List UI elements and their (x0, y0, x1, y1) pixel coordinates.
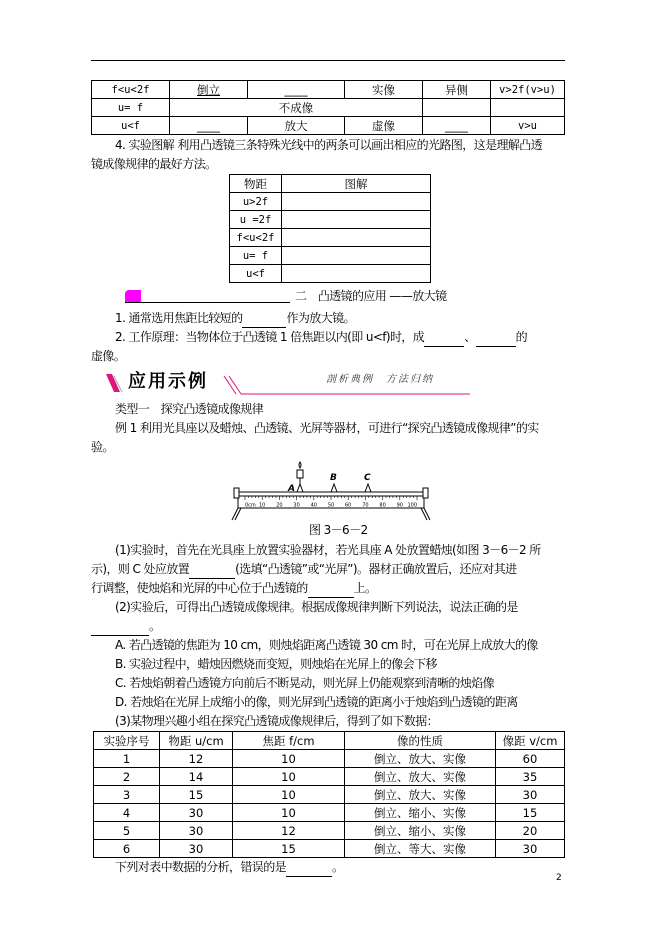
option-a: A. 若凸透镜的焦距为 10 cm，则烛焰距离凸透镜 30 cm 时，可在光屏上成放大的像 (115, 638, 538, 652)
diagram-table (229, 174, 431, 283)
type-label: 类型一 探究凸透镜成像规律 (115, 402, 264, 416)
table-cell: 60 (496, 750, 565, 768)
table-cell: f<u<2f (230, 229, 282, 247)
section-rule (125, 302, 290, 303)
scale-tick-label: 30 (293, 502, 300, 509)
table-cell: 1 (94, 750, 160, 768)
table-cell: 倒立、放大、实像 (345, 786, 496, 804)
q2-line: (2)实验后，可得出凸透镜成像规律。根据成像规律判断下列说法，说法正确的是 (115, 600, 518, 614)
table-cell: 12 (160, 750, 233, 768)
text: 2. 工作原理：当物体位于凸透镜 1 倍焦距以内(即 u<f)时，成 (115, 330, 425, 344)
table-cell: 倒立、放大、实像 (345, 750, 496, 768)
intro-line: 例 1 利用光具座以及蜡烛、凸透镜、光屏等器材，可进行“探究凸透镜成像规律”的实 (115, 421, 539, 435)
banner-title: 应用示例 (128, 371, 208, 392)
table-header-row (94, 732, 565, 750)
q3-question (91, 858, 571, 877)
scale-tick-label: 40 (310, 502, 317, 509)
q2-line (91, 617, 571, 636)
table-cell: u= f (92, 99, 170, 117)
answer-blank[interactable] (286, 862, 332, 877)
table-cell: 5 (94, 822, 160, 840)
option-b: B. 实验过程中，蜡烛因燃烧而变短，则烛焰在光屏上的像会下移 (115, 657, 437, 671)
section-title: 二 凸透镜的应用 ——放大镜 (295, 289, 447, 303)
scale-tick-label: 70 (362, 502, 369, 509)
table-row (94, 822, 565, 840)
item4-paragraph (91, 136, 571, 174)
table-cell (282, 247, 431, 265)
page-body (91, 136, 571, 877)
table-cell: 30 (160, 804, 233, 822)
example-intro (91, 400, 571, 457)
header-rule (91, 60, 565, 61)
table-cell (423, 99, 491, 117)
table-header: 像距 v/cm (496, 732, 565, 750)
holder-b-icon (331, 484, 337, 492)
table-row (92, 81, 565, 99)
table-row (94, 768, 565, 786)
text: 示)，则 C 处应放置 (91, 562, 190, 576)
table-cell (282, 211, 431, 229)
table-header: 物距 (230, 175, 282, 193)
answer-blank[interactable] (189, 564, 235, 579)
table-header: 像的性质 (345, 732, 496, 750)
section2-body (91, 309, 571, 366)
table-cell: 15 (496, 804, 565, 822)
table-row (230, 229, 431, 247)
table-cell: 实像 (345, 81, 423, 99)
table-cell: 14 (160, 768, 233, 786)
table-cell: ____ (423, 117, 491, 135)
section-marker-icon (125, 290, 141, 302)
table-cell: 30 (496, 786, 565, 804)
section2-heading (91, 287, 571, 309)
q3-intro: (3)某物理兴趣小组在探究凸透镜成像规律后，得到了如下数据： (115, 714, 439, 728)
scale-tick-label: 20 (276, 502, 283, 509)
label-a: A (288, 484, 295, 494)
table-cell: 30 (160, 822, 233, 840)
table-row (92, 117, 565, 135)
table-cell: 35 (496, 768, 565, 786)
text: 。 (332, 860, 344, 874)
scale-tick-label: 10 (259, 502, 266, 509)
table-cell: ____ (170, 117, 248, 135)
table-cell (491, 99, 565, 117)
question-3 (91, 712, 571, 731)
q1-line (91, 560, 571, 579)
table-cell: 10 (233, 750, 345, 768)
table-cell: 15 (160, 786, 233, 804)
text: 上。 (353, 581, 377, 595)
table-cell: u =2f (230, 211, 282, 229)
text: (选填“凸透镜”或“光屏”)。器材正确放置后，还应对其进 (235, 562, 517, 576)
figure-caption: 图 3－6－2 (309, 523, 368, 537)
table-cell: u<f (92, 117, 170, 135)
application-banner (104, 370, 571, 398)
answer-blank[interactable] (91, 621, 149, 636)
table-cell: 30 (160, 840, 233, 858)
table-row (94, 840, 565, 858)
table-cell: ____ (248, 81, 345, 99)
table-header: 物距 u/cm (160, 732, 233, 750)
item4-line: 4. 实验图解 利用凸透镜三条特殊光线中的两条可以画出相应的光路图，这是理解凸透 (115, 138, 543, 152)
text: 下列对表中数据的分析，错误的是 (115, 860, 287, 874)
table-cell: u<f (230, 265, 282, 283)
table-row (230, 211, 431, 229)
table-row (230, 247, 431, 265)
text: 作为放大镜。 (286, 311, 355, 325)
table-cell: 30 (496, 840, 565, 858)
text: 的 (515, 330, 528, 344)
scale-tick-label: 90 (396, 502, 403, 509)
page-number: 2 (556, 873, 562, 883)
intro-line: 验。 (91, 440, 114, 454)
scale-tick-label: 0cm (245, 502, 256, 509)
item4-line: 镜成像规律的最好方法。 (91, 157, 217, 171)
text: 1. 通常选用焦距比较短的 (115, 311, 243, 325)
section2-item1 (91, 309, 571, 328)
table-cell: 放大 (248, 117, 345, 135)
table-cell: 倒立、等大、实像 (345, 840, 496, 858)
table-cell: 20 (496, 822, 565, 840)
table-cell: 异侧 (423, 81, 491, 99)
q1-line (91, 579, 571, 598)
table-row (94, 804, 565, 822)
table-cell: 6 (94, 840, 160, 858)
table-cell: u= f (230, 247, 282, 265)
text: 行调整，使烛焰和光屏的中心位于凸透镜的 (91, 581, 308, 595)
text: 。 (149, 619, 161, 633)
option-d: D. 若烛焰在光屏上成缩小的像，则光屏到凸透镜的距离小于烛焰到凸透镜的距离 (115, 695, 518, 709)
question-2 (91, 598, 571, 712)
scale-tick-label: 80 (379, 502, 386, 509)
table-cell: 不成像 (170, 99, 423, 117)
scale-tick-label: 50 (327, 502, 335, 509)
answer-blank[interactable] (242, 313, 286, 328)
data-table (93, 731, 565, 858)
table-cell: 10 (233, 786, 345, 804)
table-cell: v>2f(v>u) (491, 81, 565, 99)
table-row (230, 193, 431, 211)
optical-bench-figure (231, 459, 431, 521)
table-cell: 倒立、缩小、实像 (345, 822, 496, 840)
table-cell: 10 (233, 804, 345, 822)
table-header: 实验序号 (94, 732, 160, 750)
table-row (94, 750, 565, 768)
table-cell (282, 193, 431, 211)
table-cell: 2 (94, 768, 160, 786)
label-b: B (330, 473, 337, 483)
table-cell: 10 (233, 768, 345, 786)
table-cell: 4 (94, 804, 160, 822)
table-row (230, 265, 431, 283)
banner-slash-icon (104, 372, 126, 394)
table-cell: u>2f (230, 193, 282, 211)
table-header-row (230, 175, 431, 193)
answer-blank[interactable] (476, 332, 516, 347)
table-cell (282, 229, 431, 247)
candle-icon (297, 462, 303, 492)
option-c: C. 若烛焰朝着凸透镜方向前后不断晃动，则光屏上仍能观察到清晰的烛焰像 (115, 676, 495, 690)
answer-blank[interactable] (308, 583, 354, 598)
banner-subtitle: 剖析典例 方法归纳 (326, 374, 434, 385)
text: 、 (464, 330, 476, 344)
q1-line: (1)实验时，首先在光具座上放置实验器材，若光具座 A 处放置蜡烛(如图 3－6－2 所 (115, 543, 541, 557)
table-cell: 倒立、缩小、实像 (345, 804, 496, 822)
table-cell: 15 (233, 840, 345, 858)
table-row (92, 99, 565, 117)
table-header: 图解 (282, 175, 431, 193)
table-cell: 倒立 (170, 81, 248, 99)
text: 虚像。 (91, 349, 126, 363)
table-cell: 倒立、放大、实像 (345, 768, 496, 786)
options-list (91, 636, 571, 712)
table-cell: 3 (94, 786, 160, 804)
holder-c-icon (365, 484, 371, 492)
summary-table (91, 80, 565, 135)
table-header: 焦距 f/cm (233, 732, 345, 750)
table-cell: 12 (233, 822, 345, 840)
scale-tick-label: 100 (407, 502, 417, 509)
figure-block (91, 457, 571, 541)
label-c: C (364, 473, 371, 483)
table-cell (282, 265, 431, 283)
table-cell: v>u (491, 117, 565, 135)
table-row (94, 786, 565, 804)
table-cell: 虚像 (345, 117, 423, 135)
question-1 (91, 541, 571, 598)
scale-tick-label: 60 (345, 502, 352, 509)
table-cell: f<u<2f (92, 81, 170, 99)
section2-item2 (91, 328, 571, 347)
answer-blank[interactable] (424, 332, 464, 347)
